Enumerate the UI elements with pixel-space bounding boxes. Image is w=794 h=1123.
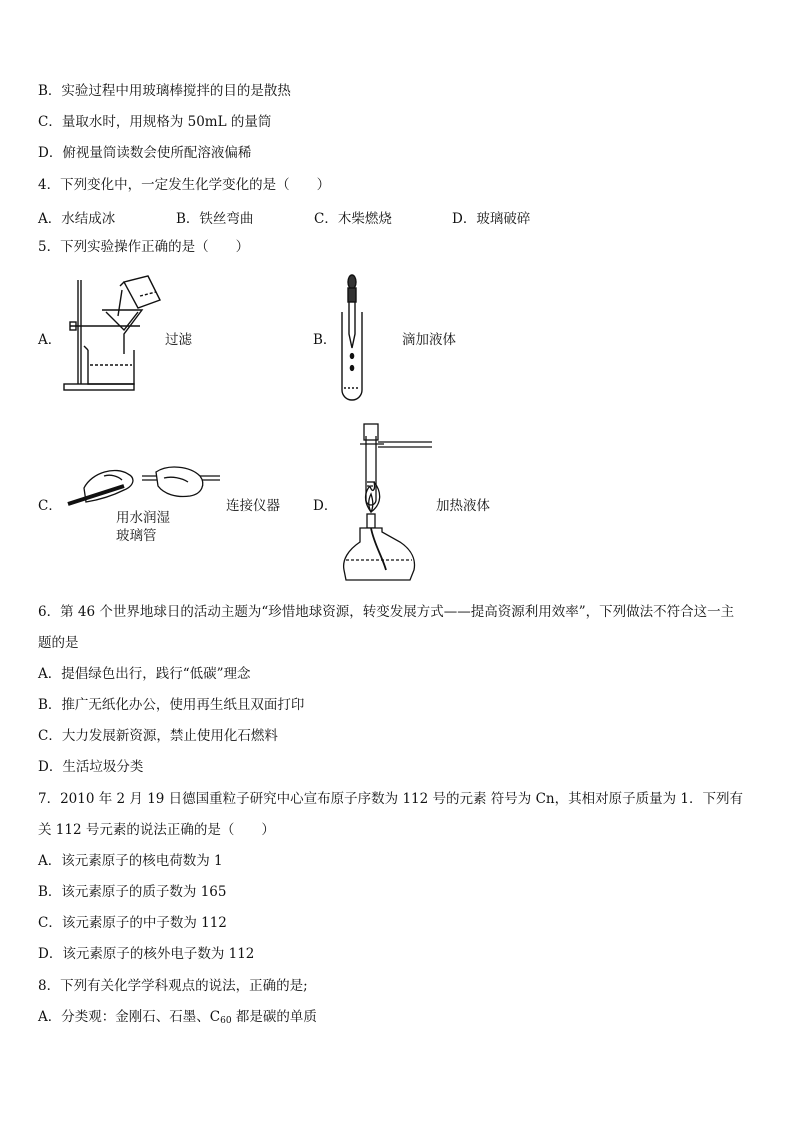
q6-option-c: C．大力发展新资源，禁止使用化石燃料 [38,728,278,744]
q8-option-a-subscript: 60 [220,1016,232,1026]
q5-note-c-line1: 用水润湿 [116,510,170,526]
q3-option-d: D．俯视量筒读数会使所配溶液偏稀 [38,145,252,161]
q8-option-a-rest: 都是碳的单质 [231,1009,317,1025]
q8-stem: 8．下列有关化学学科观点的说法，正确的是; [38,978,308,994]
q8-option-a [38,1008,317,1030]
q5-note-c-line2: 玻璃管 [116,528,157,544]
q4-option-d: D．玻璃破碎 [452,211,531,227]
q6-stem-line1: 6．第 46 个世界地球日的活动主题为“珍惜地球资源，转变发展方式——提高资源利用效率”，下列做法不符合这一主 [38,604,735,620]
q4-stem: 4．下列变化中，一定发生化学变化的是（ ） [38,177,331,193]
q7-option-a: A．该元素原子的核电荷数为 1 [38,853,223,869]
q7-option-c: C．该元素原子的中子数为 112 [38,915,227,931]
q4-option-a: A．水结成冰 [38,211,116,227]
q7-stem-line2: 关 112 号元素的说法正确的是（ ） [38,822,275,838]
q5-letter-a: A． [38,332,62,348]
q3-option-b: B．实验过程中用玻璃棒搅拌的目的是散热 [38,83,291,99]
q5-caption-a: 过滤 [165,332,192,348]
q6-option-d: D．生活垃圾分类 [38,759,144,775]
q5-stem: 5．下列实验操作正确的是（ ） [38,239,250,255]
q6-stem-line2: 题的是 [38,635,79,651]
q5-letter-c: C． [38,498,62,514]
dropper-test-tube-figure [338,272,378,402]
q5-letter-d: D． [313,498,338,514]
q6-option-a: A．提倡绿色出行，践行“低碳”理念 [38,666,251,682]
heating-liquid-figure [340,420,440,588]
q6-option-b: B．推广无纸化办公，使用再生纸且双面打印 [38,697,305,713]
filtration-apparatus-figure [60,270,170,395]
q5-caption-d: 加热液体 [436,498,490,514]
q4-option-b: B．铁丝弯曲 [176,211,254,227]
q7-stem-line1: 7．2010 年 2 月 19 日德国重粒子研究中心宣布原子序数为 112 号的元素 符号为 Cn，其相对原子质量为 1．下列有 [38,791,744,807]
q5-caption-b: 滴加液体 [402,332,456,348]
q4-option-c: C．木柴燃烧 [314,211,392,227]
q5-caption-c: 连接仪器 [226,498,280,514]
q7-option-d: D．该元素原子的核外电子数为 112 [38,946,255,962]
q8-option-a-text: A．分类观：金刚石、石墨、C [38,1009,221,1025]
q5-letter-b: B． [313,332,337,348]
q7-option-b: B．该元素原子的质子数为 165 [38,884,227,900]
q3-option-c: C．量取水时，用规格为 50mL 的量筒 [38,114,272,130]
